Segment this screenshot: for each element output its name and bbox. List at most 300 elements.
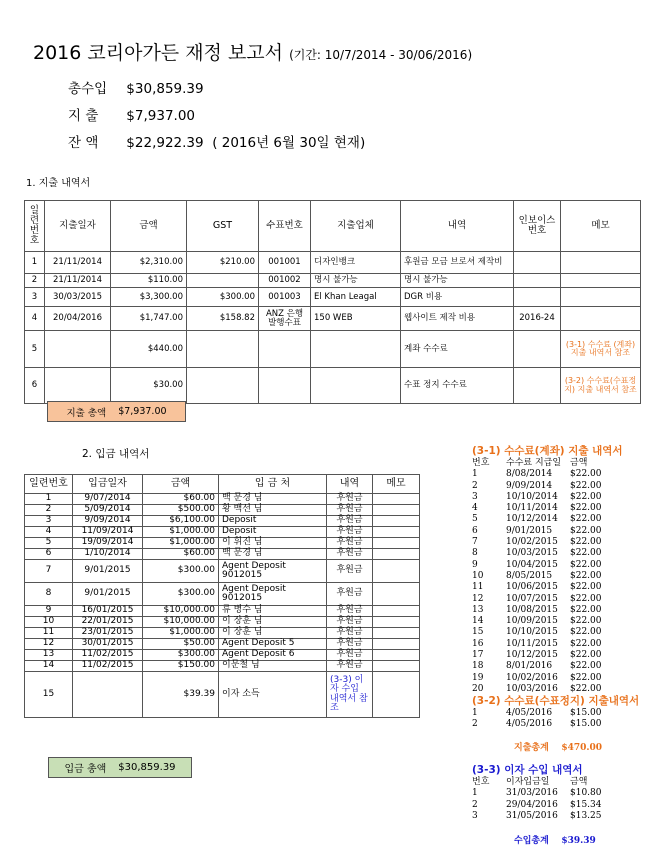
row-amount: $15.00 [570, 708, 602, 718]
expense-cell: 30/03/2015 [45, 288, 111, 307]
expense-cell: 6 [25, 368, 45, 404]
row-amount: $22.00 [570, 627, 602, 638]
expense-cell: 계좌 수수료 [401, 331, 514, 368]
row-number: 3 [472, 491, 478, 502]
income-cell: 9/01/2015 [73, 583, 143, 606]
expense-row [25, 274, 641, 288]
income-cell: 9/09/2014 [73, 516, 143, 527]
income-cell: 이 장훈 님 [219, 617, 327, 628]
report-period: (기간: 10/7/2014 - 30/06/2016) [289, 48, 473, 62]
col-header: 입금일자 [73, 475, 143, 494]
income-cell: 6 [25, 549, 73, 560]
summary-note: ( 2016년 6월 30일 현재) [212, 135, 366, 151]
row-amount: $22.00 [570, 525, 602, 536]
row-number: 7 [472, 537, 478, 548]
income-cell: $6,100.00 [143, 516, 219, 527]
income-cell: 11/02/2015 [73, 661, 143, 672]
col-header: 수수료 지급일 [506, 458, 562, 468]
income-row [25, 650, 420, 661]
col-header: 금액 [570, 777, 588, 787]
income-cell [373, 639, 420, 650]
row-amount: $22.00 [570, 638, 602, 649]
income-cell [373, 560, 420, 583]
row-number: 8 [472, 548, 478, 559]
income-cell: (3-3) 이자 수입 내역서 참조 [327, 672, 373, 718]
row-amount: $22.00 [570, 604, 602, 615]
summary-label: 총수입 [68, 81, 108, 97]
income-cell: 이문철 님 [219, 661, 327, 672]
summary-value: $22,922.39 [126, 135, 204, 151]
interest-header-row [472, 777, 602, 788]
col-header: 지출일자 [45, 201, 111, 252]
summary-expense [68, 104, 195, 124]
income-cell [373, 494, 420, 505]
expense-cell [259, 368, 311, 404]
income-cell [373, 606, 420, 617]
income-row [25, 583, 420, 606]
income-row [25, 617, 420, 628]
expense-cell [514, 331, 561, 368]
fees-account-row [472, 661, 602, 672]
expense-cell [561, 288, 641, 307]
expense-cell: $3,300.00 [111, 288, 187, 307]
col-header: GST [187, 201, 259, 252]
expense-cell: (3-1) 수수료 (계좌) 지출 내역서 참조 [561, 331, 641, 368]
row-amount: $15.00 [570, 719, 602, 730]
expense-cell: $1,747.00 [111, 307, 187, 331]
col-header: 금액 [111, 201, 187, 252]
expense-cell: $2,310.00 [111, 252, 187, 274]
expense-cell: 4 [25, 307, 45, 331]
expense-cell: $30.00 [111, 368, 187, 404]
expense-row [25, 252, 641, 274]
row-number: 17 [472, 650, 484, 661]
expense-cell [561, 307, 641, 331]
expense-cell [311, 331, 401, 368]
col-header: 일련번호 [25, 475, 73, 494]
expense-cell: 001001 [259, 252, 311, 274]
row-date: 8/01/2016 [506, 661, 553, 672]
row-number: 4 [472, 503, 478, 514]
fees-account-row [472, 650, 602, 661]
row-date: 29/04/2016 [506, 799, 558, 810]
row-amount: $22.00 [570, 672, 602, 683]
income-cell: 16/01/2015 [73, 606, 143, 617]
income-header-row [25, 475, 420, 494]
income-cell: 후원금 [327, 505, 373, 516]
report-title-text: 2016 코리아가든 재정 보고서 [33, 42, 284, 64]
income-cell: $150.00 [143, 661, 219, 672]
expense-total-label: 지출 총액 [66, 407, 107, 419]
row-amount: $22.00 [570, 650, 602, 661]
income-cell: 5/09/2014 [73, 505, 143, 516]
row-amount: $22.00 [570, 469, 602, 480]
income-cell: $1,000.00 [143, 628, 219, 639]
income-cell: 후원금 [327, 494, 373, 505]
expense-cell [187, 368, 259, 404]
col-header: 메모 [561, 201, 641, 252]
income-cell: $39.39 [143, 672, 219, 718]
expense-cell [514, 274, 561, 288]
summary-value: $7,937.00 [126, 108, 196, 124]
row-date: 9/01/2015 [506, 525, 553, 536]
row-amount: $22.00 [570, 661, 602, 672]
income-cell: 이자 소득 [219, 672, 327, 718]
expense-header-row [25, 201, 641, 252]
income-cell: $60.00 [143, 549, 219, 560]
col-header: 번호 [472, 458, 490, 468]
income-cell: 후원금 [327, 628, 373, 639]
income-cell: 후원금 [327, 516, 373, 527]
expense-cell: 21/11/2014 [45, 274, 111, 288]
fees-cheque-row [472, 708, 602, 719]
interest-row [472, 788, 602, 799]
expense-cell: $110.00 [111, 274, 187, 288]
summary-label: 지 출 [68, 108, 99, 124]
row-number: 12 [472, 593, 484, 604]
income-cell: 류 병수 님 [219, 606, 327, 617]
income-cell [373, 516, 420, 527]
row-date: 4/05/2016 [506, 719, 553, 730]
expense-cell: (3-2) 수수료(수표정지) 지출 내역서 참조 [561, 368, 641, 404]
interest-row [472, 800, 602, 811]
income-row [25, 494, 420, 505]
expense-cell [311, 368, 401, 404]
income-cell [373, 527, 420, 538]
income-cell: $300.00 [143, 583, 219, 606]
expense-cell: 2016-24 [514, 307, 561, 331]
income-cell: Deposit [219, 516, 327, 527]
income-cell: 19/09/2014 [73, 538, 143, 549]
income-cell: Deposit [219, 527, 327, 538]
expense-cell: 명시 불가능 [311, 274, 401, 288]
fees-account-row [472, 481, 602, 492]
income-cell: 이 장훈 님 [219, 628, 327, 639]
income-cell: 백 문경 님 [219, 549, 327, 560]
income-cell: 백 문경 님 [219, 494, 327, 505]
expense-cell: 2 [25, 274, 45, 288]
row-date: 8/08/2014 [506, 469, 553, 480]
income-cell: 7 [25, 560, 73, 583]
expense-cell: $210.00 [187, 252, 259, 274]
row-date: 10/02/2016 [506, 672, 558, 683]
income-cell: 8 [25, 583, 73, 606]
summary-balance [68, 131, 365, 151]
row-amount: $22.00 [570, 480, 602, 491]
row-date: 10/10/2014 [506, 491, 558, 502]
row-number: 2 [472, 480, 478, 491]
expense-cell: 1 [25, 252, 45, 274]
expense-row [25, 331, 641, 368]
income-total-value: $30,859.39 [118, 762, 176, 773]
expense-cell [45, 368, 111, 404]
income-cell [373, 538, 420, 549]
expense-cell [561, 274, 641, 288]
fees-account-row [472, 514, 602, 525]
income-cell: 5 [25, 538, 73, 549]
income-cell: $1,000.00 [143, 527, 219, 538]
row-date: 10/02/2015 [506, 537, 558, 548]
income-cell: 11/02/2015 [73, 650, 143, 661]
income-cell: 후원금 [327, 583, 373, 606]
expense-cell: 001002 [259, 274, 311, 288]
col-header: 인보이스 번호 [514, 201, 561, 252]
income-cell: Agent Deposit 6 [219, 650, 327, 661]
income-cell: 1/10/2014 [73, 549, 143, 560]
row-number: 1 [472, 708, 478, 718]
row-number: 5 [472, 514, 478, 525]
row-date: 10/12/2014 [506, 514, 558, 525]
income-cell [373, 628, 420, 639]
income-row [25, 549, 420, 560]
income-cell: 후원금 [327, 606, 373, 617]
row-date: 10/03/2015 [506, 548, 558, 559]
expense-cell: $440.00 [111, 331, 187, 368]
fees-account-row [472, 673, 602, 684]
expense-cell [514, 368, 561, 404]
fees-cheque-row [472, 719, 602, 730]
row-date: 9/09/2014 [506, 480, 553, 491]
income-row [25, 639, 420, 650]
row-amount: $10.80 [570, 788, 602, 799]
interest-total-label: 수입총계 [514, 836, 549, 846]
col-header: 수표번호 [259, 201, 311, 252]
row-number: 1 [472, 788, 478, 799]
row-number: 10 [472, 570, 484, 581]
income-cell: 황 백선 님 [219, 505, 327, 516]
income-cell: 후원금 [327, 639, 373, 650]
income-cell: $10,000.00 [143, 617, 219, 628]
fees-account-header-row [472, 458, 602, 469]
income-row [25, 505, 420, 516]
col-header: 메모 [373, 475, 420, 494]
fees-account-row [472, 605, 602, 616]
row-date: 8/05/2015 [506, 570, 553, 581]
income-cell: 11/09/2014 [73, 527, 143, 538]
expense-cell: ANZ 은행 발행수표 [259, 307, 311, 331]
income-cell: 15 [25, 672, 73, 718]
row-amount: $22.00 [570, 491, 602, 502]
interest-total-value: $39.39 [561, 836, 596, 846]
income-cell [73, 672, 143, 718]
summary-income [68, 77, 204, 97]
row-amount: $13.25 [570, 810, 602, 821]
expense-cell: 웹사이트 제작 비용 [401, 307, 514, 331]
interest-row [472, 811, 602, 822]
col-header: 내역 [401, 201, 514, 252]
income-cell: 후원금 [327, 650, 373, 661]
expense-cell: $300.00 [187, 288, 259, 307]
row-date: 10/06/2015 [506, 582, 558, 593]
row-amount: $22.00 [570, 548, 602, 559]
expense-cell: 20/04/2016 [45, 307, 111, 331]
fees-account-row [472, 639, 602, 650]
income-cell: Agent Deposit 9012015 [219, 560, 327, 583]
income-cell: 후원금 [327, 549, 373, 560]
income-total-box [48, 757, 192, 778]
income-cell: 후원금 [327, 560, 373, 583]
expense-table [24, 200, 641, 404]
income-cell: 후원금 [327, 617, 373, 628]
expense-row [25, 368, 641, 404]
row-number: 19 [472, 672, 484, 683]
income-cell: 23/01/2015 [73, 628, 143, 639]
income-cell: 30/01/2015 [73, 639, 143, 650]
row-number: 11 [472, 582, 484, 593]
fees-account-title: (3-1) 수수료(계좌) 지출 내역서 [472, 445, 623, 457]
fees-account-panel [472, 443, 623, 695]
fees-account-row [472, 571, 602, 582]
fees-account-row [472, 594, 602, 605]
expense-cell [514, 288, 561, 307]
income-cell: 10 [25, 617, 73, 628]
expense-cell: DGR 비용 [401, 288, 514, 307]
row-amount: $22.00 [570, 559, 602, 570]
expense-cell [561, 252, 641, 274]
report-title [33, 38, 472, 65]
fees-account-row [472, 627, 602, 638]
fees-account-row [472, 616, 602, 627]
fees-account-table [472, 458, 602, 695]
row-amount: $22.00 [570, 537, 602, 548]
summary-value: $30,859.39 [126, 81, 204, 97]
row-number: 16 [472, 638, 484, 649]
row-number: 13 [472, 604, 484, 615]
row-number: 2 [472, 719, 478, 730]
income-row [25, 560, 420, 583]
row-amount: $22.00 [570, 514, 602, 525]
summary-label: 잔 액 [68, 135, 99, 151]
row-amount: $22.00 [570, 593, 602, 604]
income-cell [373, 549, 420, 560]
expense-cell: 3 [25, 288, 45, 307]
row-number: 14 [472, 616, 484, 627]
income-cell: 9/01/2015 [73, 560, 143, 583]
expense-cell: 디자인뱅크 [311, 252, 401, 274]
row-number: 15 [472, 627, 484, 638]
expense-cell [187, 331, 259, 368]
row-number: 18 [472, 661, 484, 672]
row-date: 10/10/2015 [506, 627, 558, 638]
row-date: 31/05/2016 [506, 810, 558, 821]
expense-cell: 5 [25, 331, 45, 368]
income-row [25, 661, 420, 672]
row-amount: $22.00 [570, 683, 602, 694]
income-cell: 후원금 [327, 527, 373, 538]
row-number: 1 [472, 469, 478, 480]
income-cell: $60.00 [143, 494, 219, 505]
row-date: 10/04/2015 [506, 559, 558, 570]
income-total-label: 입금 총액 [64, 764, 107, 775]
interest-table [472, 777, 602, 822]
row-date: 10/03/2016 [506, 683, 558, 694]
income-cell: Agent Deposit 9012015 [219, 583, 327, 606]
fees-account-row [472, 560, 602, 571]
interest-panel [472, 762, 602, 822]
income-cell [373, 650, 420, 661]
col-header: 이자입금일 [506, 777, 550, 787]
income-row [25, 672, 420, 718]
col-header: 금액 [143, 475, 219, 494]
income-cell: Agent Deposit 5 [219, 639, 327, 650]
income-cell: 11 [25, 628, 73, 639]
income-cell [373, 672, 420, 718]
income-cell: 13 [25, 650, 73, 661]
fees-account-row [472, 548, 602, 559]
expense-cell: 후원금 모금 브로셔 제작비 [401, 252, 514, 274]
expense-section-title: 1. 지출 내역서 [26, 178, 91, 189]
income-cell: 2 [25, 505, 73, 516]
expense-cell [45, 331, 111, 368]
interest-title: (3-3) 이자 수입 내역서 [472, 764, 583, 776]
row-amount: $22.00 [570, 616, 602, 627]
income-cell: 4 [25, 527, 73, 538]
income-cell: 22/01/2015 [73, 617, 143, 628]
fees-total-value: $470.00 [561, 743, 603, 753]
income-cell: $10,000.00 [143, 606, 219, 617]
row-number: 6 [472, 525, 478, 536]
fees-account-row [472, 582, 602, 593]
income-cell [373, 583, 420, 606]
expense-cell: 21/11/2014 [45, 252, 111, 274]
income-cell [373, 661, 420, 672]
income-cell: $500.00 [143, 505, 219, 516]
income-row [25, 527, 420, 538]
income-row [25, 516, 420, 527]
row-date: 10/12/2015 [506, 650, 558, 661]
fees-total-label: 지출총계 [514, 743, 549, 753]
interest-total [514, 833, 596, 846]
expense-cell: El Khan Leagal [311, 288, 401, 307]
income-cell: 14 [25, 661, 73, 672]
col-header: 일련번호 [25, 201, 45, 252]
income-cell: 이 휘진 님 [219, 538, 327, 549]
income-row [25, 606, 420, 617]
income-row [25, 538, 420, 549]
fees-total [514, 740, 602, 753]
fees-cheque-title: (3-2) 수수료(수표정지) 지출내역서 [472, 695, 640, 707]
col-header: 지출업체 [311, 201, 401, 252]
col-header: 번호 [472, 777, 490, 787]
fees-account-row [472, 526, 602, 537]
row-date: 10/11/2015 [506, 638, 558, 649]
col-header: 입 금 처 [219, 475, 327, 494]
expense-cell [514, 252, 561, 274]
income-table [24, 474, 420, 718]
fees-cheque-panel [472, 693, 639, 731]
expense-cell: 수표 정지 수수료 [401, 368, 514, 404]
col-header: 금액 [570, 458, 588, 468]
expense-cell: 001003 [259, 288, 311, 307]
expense-cell: 명시 불가능 [401, 274, 514, 288]
income-cell: $1,000.00 [143, 538, 219, 549]
expense-row [25, 288, 641, 307]
col-header: 내역 [327, 475, 373, 494]
income-cell: 12 [25, 639, 73, 650]
row-date: 10/11/2014 [506, 503, 558, 514]
fees-account-row [472, 469, 602, 480]
row-date: 10/08/2015 [506, 604, 558, 615]
income-cell: 1 [25, 494, 73, 505]
row-date: 31/03/2016 [506, 788, 558, 799]
income-cell: $50.00 [143, 639, 219, 650]
row-amount: $22.00 [570, 570, 602, 581]
expense-row [25, 307, 641, 331]
income-cell: $300.00 [143, 560, 219, 583]
row-amount: $15.34 [570, 799, 602, 810]
income-cell [373, 617, 420, 628]
expense-total-box [47, 401, 186, 422]
